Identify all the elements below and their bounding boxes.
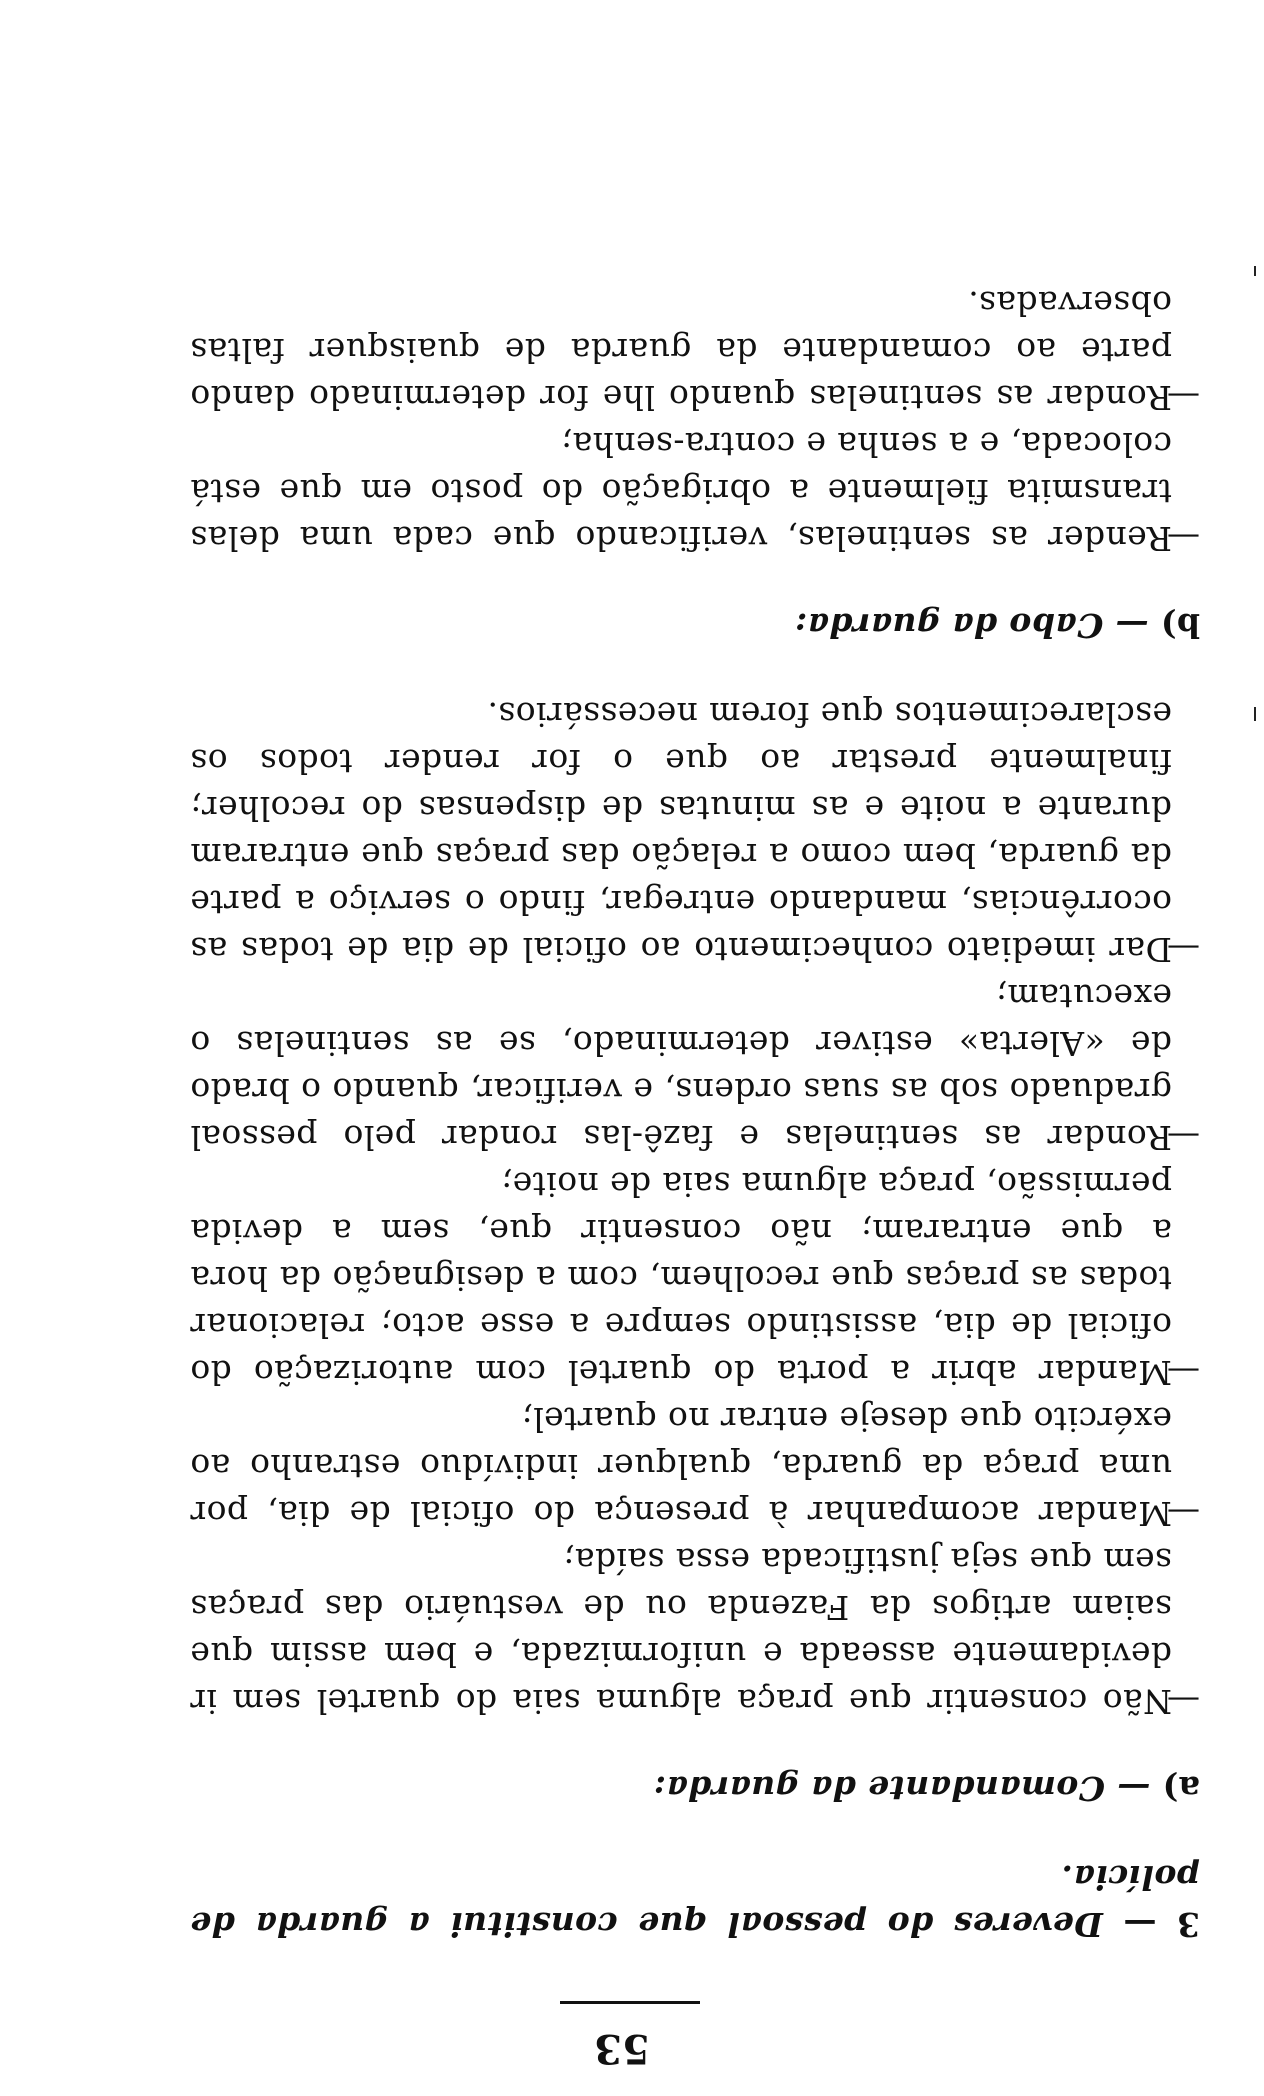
section-number: 3 [1176, 1905, 1200, 1944]
section-heading: 3 — Deveres do pessoal que constitui a guarda de polícia. [190, 1858, 1200, 1944]
duty-item: —Render as sentinelas, verificando que cada uma delas transmita fielmente a obrigação do posto em que está colocada, e a senha e contra-senha; [190, 425, 1200, 558]
duty-item: —Não consentir que praça alguma saia do quartel sem ir devidamente asseada e uniformizada, e bem assim que saiam artigos da Fazenda ou de vestuário das praças sem que seja justificada essa saída; [190, 1541, 1200, 1721]
header-rule [560, 2001, 700, 2004]
section-title: Deveres do pessoal que constitui a guarda de polícia. [190, 1858, 1200, 1944]
scan-mark [1254, 266, 1256, 276]
duty-item: —Mandar abrir a porta do quartel com autorização do oficial de dia, assistindo sempre a esse acto; relacionar todas as praças que recolhem, com a designação da hora a que entraram; não consentir que, sem a devida permissão, praça alguma saia de noite; [190, 1165, 1200, 1392]
duty-item: —Dar imediato conhecimento ao oficial de dia de todas as ocorrências, mandando entregar, findo o serviço a parte da guarda, bem como a relação das praças que entraram durante a noite e as minutas de dispensas do recolher; finalmente prestar ao que o for render todos os esclarecimentos que forem necessários. [190, 695, 1200, 969]
subsection-title: Cabo da guarda: [794, 606, 1104, 645]
subsection-label: b) [1160, 606, 1200, 645]
scan-mark [1254, 707, 1256, 721]
duty-item: —Rondar as sentinelas e fazê-las rondar pelo pessoal graduado sob as suas ordens, e verificar, quando o brado de «Alerta» estiver determinado, se as sentinelas o executam; [190, 977, 1200, 1157]
subsection-title: Comandante da guarda: [653, 1769, 1106, 1808]
duty-item: —Mandar acompanhar à presença do oficial de dia, por uma praça da guarda, qualquer indivíduo estranho ao exército que deseje entrar no quartel; [190, 1400, 1200, 1533]
page-body [190, 280, 1200, 1948]
subsection-heading-b: b) — Cabo da guarda: [794, 606, 1200, 645]
subsection-heading-a: a) — Comandante da guarda: [653, 1769, 1200, 1808]
duty-item: —Rondar as sentinelas quando lhe for determinado dando parte ao comandante da guarda de quaisquer faltas observadas. [190, 284, 1200, 417]
subsection-label: a) [1162, 1769, 1200, 1808]
page-number: 53 [594, 2025, 650, 2072]
